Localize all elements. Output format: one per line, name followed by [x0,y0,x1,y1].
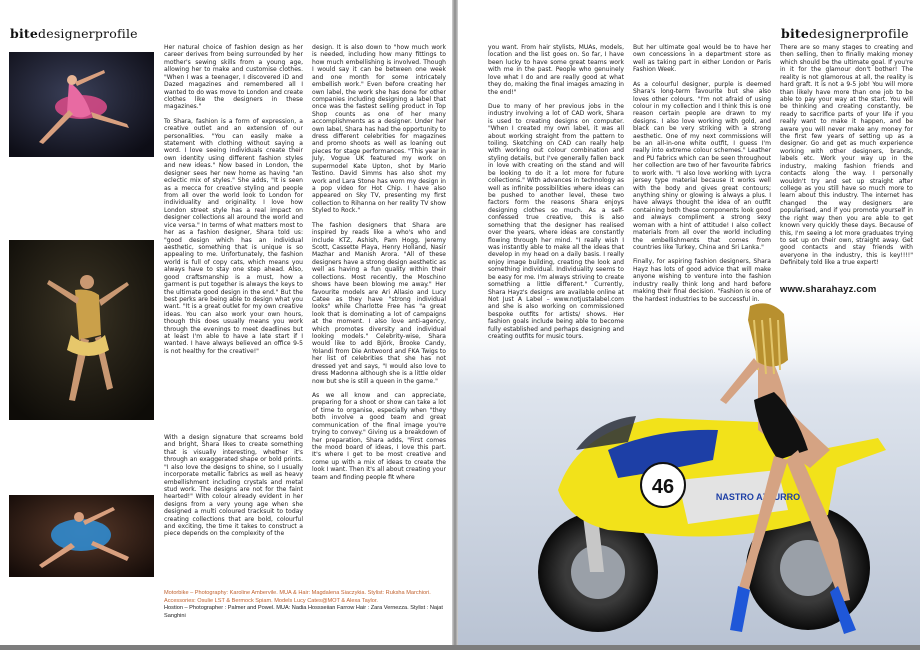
right-page [458,0,920,645]
photo-dancer-pink [9,52,154,157]
right-column-3 [780,44,913,267]
paragraph: Due to many of her previous jobs in the industry involving a lot of CAD work, Shara is used to creating designs on computer. "When I created my own label, it was all about working straight from the pattern to toiling. Sketching on CAD can really help with working out colour combination and styling details, but I've generally fallen back in love with creating on the stand and will be looking to do it a lot more for future collections." With advances in technology as well as infinite possibilities where ideas can be pushed to another level, these two factors form the reasons Shara enjoys designing clothes so much. As a self-confessed true creative, this is also something that the designer has realised over the years, where ideas are constantly flowing through her mind. "I really wish I was instantly able to make all the ideas that develop in my head on a daily basis. I really enjoy image building, creating the look and something individual. Individuality seems to be easy for me. I'm always striving to create something a little different." Currently, Shara Hayz's designs are available online at Not Just A Label – www.notjustalabel.com and she is also working on commissioned bespoke outfits for artists/ shows. Her fashion goals include being able to become fully established and perhaps designing and creating outfits for music tours. [488,102,624,341]
left-column-1-top [164,44,303,355]
folio-section: designerprofile [38,26,138,41]
paragraph: you want. From hair stylists, MUAs, models, location and the list goes on. So far, I have been lucky to have some great teams work with me in the past. People who genuinely love what I do and are really good at what they do, making the final images amazing in the end!" [488,44,624,96]
folio-bite: bite [10,26,39,41]
folio-section: designerprofile [809,26,909,41]
folio-bite: bite [781,26,810,41]
paragraph: With a design signature that screams bold and bright, Shara likes to create something that is visually interesting, whether it's through an exaggerated shape or bold prints. "I also love the designs to shine, so I usually incorporate metallic fabrics as well as heavy embellishment including crystals and metal stud work. The designs are not for the faint hearted!" With colour already evident in her designs from a very young age when she designed a multi coloured tracksuit to today creating collections that are bold, colourful and exciting, the time it takes to construct a piece depends on the complexity of the [164,434,303,538]
paragraph: To Shara, fashion is a form of expression, a creative outlet and an extension of our personalities. "You can easily make a statement with clothing without saying a word. I love seeing individuals create their own identity using different fashion styles and new ideas." Now based in London, the designer sees her new home as having "an eclectic mix of styles." She adds, "It is seen as a mecca for creative styling and people from all over the world look to London for individuality and originality. I love how London street style has a real impact on designer collections all around the world and vice versa." In terms of what matters most to her as a fashion designer, Shara told us: "good design which has an individual aesthetic, something that is unique is so appealing to me. Unfortunately, the fashion world is full of copy cats, which means you always have to stay one step ahead. Also, good craftsmanship is a must, how a garment is put together is always the keys to the ultimate good design in the end." But the best perks are being able to design what you want. "It is a great outlet for my own creative ideas. You can also work your own hours, though this does usually means you work through the evenings to meet deadlines but at least I'm able to have a late start if I wanted. I have always believed an office 9-5 is not healthy for the creative!" [164,117,303,355]
paragraph: But her ultimate goal would be to have her own concessions in a department store as well as taking part in either London or Paris Fashion Week. [633,44,771,74]
credits-hostion: Hostion – Photographer : Palmer and Powel. MUA: Nadia Hossseiian Farrow Hair : Zara Vernezza. Stylist : Najat Sanghini [164,605,443,619]
paragraph: Her natural choice of fashion design as her career derives from being surrounded by her mother's sewing skills from a young age, allowing her to make and customise clothes. "When I was a teenager, I discovered iD and Dazed magazines and remembered all I wanted to do was move to London and create clothes like the designers in these magazines." [164,44,303,111]
paragraph: As we all know and can appreciate, preparing for a shoot or show can take a lot of time to organise, especially when "they both involve a good team and great communication of the final image you're trying to convey." Giving us a breakdown of her preparation, Shara adds, "First comes the mood board of ideas, I love this part. It's where I get to be most creative and come up with a mix of ideas to create the look I want. Then it's all about creating your team and finding people fit where [312,391,446,481]
left-column-1-bottom [164,434,303,584]
right-folio [781,26,909,41]
paragraph: The fashion designers that Shara are inspired by reads like a who's who and include KTZ, Ashish, Pam Hogg, Jeremy Scott, Cassette Playa, Henry Holland, Nasir Mazhar and Manish Arora. "All of these designers have a strong design aesthetic as well as having a fun quality within their collections. Most recently, the Moschino shows have been blowing me away." Her favourite models are Ari Allasio and Lucy Catee as they have "strong individual looks" while Charlotte Free has "a great look that is dominating a lot of campaigns at the moment. I also love anti-agency, which promotes diversity and individual looking models." Celebrity-wise, Shara would like to add Björk, Brooke Candy, Yolandi from Die Antwoord and FKA Twigs to her list of celebrities that she has not dressed yet and says, "I would also love to dress Madonna although she is a little older now but she is still a queen in the game." [312,221,446,385]
paragraph: As a colourful designer, purple is deemed Shara's long-term favourite but she also loves other colours. "I'm not afraid of using colour in my collection and I think this is one reason certain people are drawn to my designs. I also love working with gold, and black can be very striking with a strong aesthetic. One of my next commissions will be an all-in-one white outfit, I guess I'm really into extreme colour schemes." Leather and PU fabrics which can be seen throughout her collection are two of her favourite fabrics to work with. "I also love working with Lycra jersey type material because it works well with the body and gives great contours; anything shiny or glowing is always a plus. I have always thought the idea of an outfit containing both these components look good and always compliment a strong sexy woman with a hint of attitude! I also collect materials from all over the world including the embellishments that comes from countries like Turkey, China and Sri Lanka." [633,80,771,251]
designer-website: www.sharahayz.com [780,284,877,295]
left-page [0,0,452,645]
paragraph: design. It is also down to "how much work is needed, including how many fittings to how much embellishing is involved. Though I would say it can be between one week and one month for some intricately embellish work." Even before creating her own label, the work she has done for other companies including designing a label that once was the fastest selling product in Top Shop counts as one of her many accomplishments as a designer. Under her own label, Shara has had the opportunity to dress different celebrities for magazines and promo shoots as well as loaning out pieces for stage performances. "This year in July, Vogue UK featured my work on supermodel Kate Upton, shot by Mario Testino. David Simms has also shot my work and Lara Stone has worn my design in a pop video for Hot Chip. I have also appeared on Sky TV, presenting my first collection to Rihanna on her reality TV show Styled to Rock." [312,44,447,215]
photo-dancer-blue [9,495,154,577]
bike-brand-mark: NASTRO AZZURRO [715,492,801,502]
right-column-2 [633,44,771,396]
paragraph: There are so many stages to creating and then selling, then to finally making money which should be the ultimate goal. If you're in it for the glamour don't bother! The reality is not glamorous at all, the reality is hard graft. It is not a 9-5 job! You will more than likely have more than one job to be able to pay your way at the start. You will be thinking and creating constantly, be ready to sacrifice parts of your life if you really want to make it happen, and be aware you will never make any money for the first few years of setting up as a designer. Go and get as much experience working with other designers, brands, labels etc. Work your way up in the industry, making fashion friends and contacts along the way. I personally wouldn't try and set up straight after college as you still have so much more to learn about this industry. The internet has changed the way designers are popularised, and if you promote yourself in the right way then you are able to get known very quickly these days. Because of this, I'm seeing a lot more graduates trying to set up on their own, straight away. Get good contacts and stay friends with everyone in the industry, this is key!!!!" Definitely told like a true expert! [780,44,913,267]
paragraph: Finally, for aspiring fashion designers, Shara Hayz has lots of good advice that will make anyone wishing to venture into the fashion industry really think long and hard before making their final decision. "Fashion is one of the hardest industries to be successful in. [633,258,771,303]
photo-dancer-gold [9,240,154,420]
left-folio [10,26,138,41]
credits-motorbike: Motorbike – Photography: Karoline Ambervile. MUA & Hair: Magdalena Siaczykia. Stylist: Ruksha Marchiori. Accessories: Osulie LST & Bermock Spiam. Models Lucy Cates@MOT & Alexa Taylor. [164,590,431,604]
right-column-1 [488,44,624,584]
left-column-2 [312,44,446,584]
bike-number: 46 [651,476,675,498]
photo-credits [164,590,446,620]
